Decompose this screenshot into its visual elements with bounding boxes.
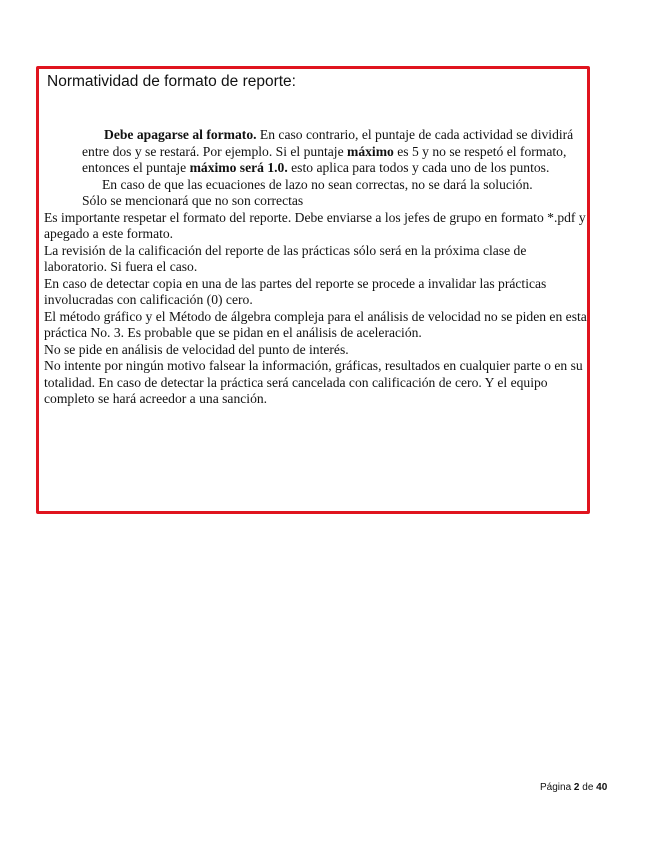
paragraph-copy-detection: En caso de detectar copia en una de las partes del reporte se procede a invalidar las prácticas involucradas con calificación (0) cero. [44,275,547,307]
paragraph-graphic-method: El método gráfico y el Método de álgebra compleja para el análisis de velocidad no se piden en esta práctica No. 3. Es probable que se pidan en el análisis de aceleración. [44,308,587,340]
box-title: Normatividad de formato de reporte: [47,73,296,90]
page-number [540,782,607,793]
page-label: Página [540,782,572,793]
total-pages: 40 [596,782,608,793]
page-sep: de [582,782,594,793]
bold-lead: Debe apagarse al formato. [104,127,257,142]
paragraph-mention-incorrect: Sólo se mencionará que no son correctas [82,193,304,208]
paragraph-no-falsify: No intente por ningún motivo falsear la información, gráficas, resultados en cualquier parte o en su totalidad. En caso de detectar la práctica será cancelada con calificación de cero. Y el equipo completo se hará acreedor a una sanción. [44,358,583,406]
format-rules-box [36,66,590,514]
paragraph-respect-format: Es importante respetar el formato del reporte. Debe enviarse a los jefes de grupo en formato *.pdf y apegado a este formato. [44,209,586,241]
paragraph-format-penalty: Debe apagarse al formato. En caso contrario, el puntaje de cada actividad se dividirá entre dos y se restará. Por ejemplo. Si el puntaje máximo es 5 y no se respetó el formato, entonces el puntaje máximo será 1.0. esto aplica para todos y cada uno de los puntos. [82,127,574,175]
paragraph-loop-equations: En caso de que las ecuaciones de lazo no sean correctas, no se dará la solución. [102,176,533,192]
rules-body [44,127,589,408]
paragraph-grade-review: La revisión de la calificación del reporte de las prácticas sólo será en la próxima clase de laboratorio. Si fuera el caso. [44,242,527,274]
paragraph-velocity-analysis: No se pide en análisis de velocidad del punto de interés. [44,341,349,357]
current-page: 2 [573,782,580,793]
